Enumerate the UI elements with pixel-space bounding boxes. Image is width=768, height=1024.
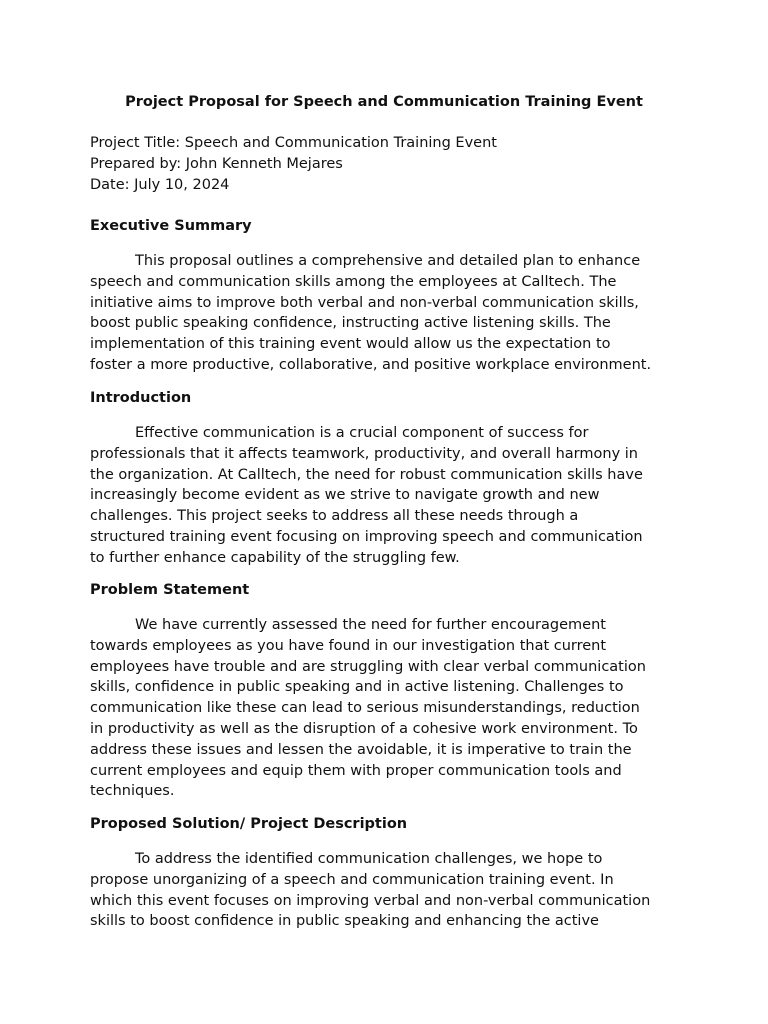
paragraph-line: which this event focuses on improving verbal and non-verbal communication bbox=[90, 892, 651, 909]
paragraph-line: speech and communication skills among the employees at Calltech. The bbox=[90, 273, 617, 290]
date-line: Date: July 10, 2024 bbox=[90, 177, 230, 193]
paragraph-line: propose unorganizing of a speech and communication training event. In bbox=[90, 871, 614, 888]
paragraph-line: initiative aims to improve both verbal and non-verbal communication skills, bbox=[90, 294, 639, 311]
paragraph-line: professionals that it affects teamwork, productivity, and overall harmony in bbox=[90, 445, 638, 462]
paragraph-line: to further enhance capability of the struggling few. bbox=[90, 549, 460, 566]
paragraph-line: techniques. bbox=[90, 783, 175, 800]
prepared-by-line: Prepared by: John Kenneth Mejares bbox=[90, 156, 343, 172]
section-heading-proposed-solution: Proposed Solution/ Project Description bbox=[90, 816, 408, 832]
paragraph-line: increasingly become evident as we strive to navigate growth and new bbox=[90, 487, 600, 504]
paragraph-line: Effective communication is a crucial component of success for bbox=[135, 425, 589, 441]
paragraph-line: structured training event focusing on improving speech and communication bbox=[90, 528, 643, 545]
paragraph-line: challenges. This project seeks to address all these needs through a bbox=[90, 508, 579, 525]
project-title-line: Project Title: Speech and Communication Training Event bbox=[90, 135, 497, 151]
paragraph-line: skills to boost confidence in public speaking and enhancing the active bbox=[90, 913, 599, 930]
section-paragraph-executive-summary bbox=[90, 251, 680, 376]
paragraph-line: address these issues and lessen the avoidable, it is imperative to train the bbox=[90, 741, 632, 758]
paragraph-line: communication like these can lead to serious misunderstandings, reduction bbox=[90, 700, 640, 717]
paragraph-line: To address the identified communication challenges, we hope to bbox=[135, 851, 603, 867]
section-heading-executive-summary: Executive Summary bbox=[90, 218, 252, 234]
paragraph-line: employees have trouble and are struggling with clear verbal communication bbox=[90, 658, 646, 675]
paragraph-line: We have currently assessed the need for further encouragement bbox=[135, 617, 606, 633]
paragraph-line: foster a more productive, collaborative, and positive workplace environment. bbox=[90, 356, 652, 373]
document-title: Project Proposal for Speech and Communication Training Event bbox=[125, 94, 643, 110]
paragraph-line: towards employees as you have found in our investigation that current bbox=[90, 637, 607, 654]
document-meta bbox=[90, 133, 690, 196]
paragraph-line: in productivity as well as the disruption of a cohesive work environment. To bbox=[90, 720, 638, 737]
section-heading-problem-statement: Problem Statement bbox=[90, 582, 250, 598]
paragraph-line: implementation of this training event would allow us the expectation to bbox=[90, 336, 611, 353]
paragraph-line: current employees and equip them with proper communication tools and bbox=[90, 762, 622, 779]
paragraph-line: the organization. At Calltech, the need for robust communication skills have bbox=[90, 466, 643, 483]
paragraph-line: boost public speaking confidence, instructing active listening skills. The bbox=[90, 315, 611, 332]
section-paragraph-problem-statement bbox=[90, 615, 680, 802]
section-heading-introduction: Introduction bbox=[90, 390, 192, 406]
section-paragraph-proposed-solution bbox=[90, 849, 680, 932]
paragraph-line: This proposal outlines a comprehensive and detailed plan to enhance bbox=[135, 253, 641, 269]
paragraph-line: skills, confidence in public speaking and in active listening. Challenges to bbox=[90, 679, 624, 696]
section-paragraph-introduction bbox=[90, 423, 680, 569]
